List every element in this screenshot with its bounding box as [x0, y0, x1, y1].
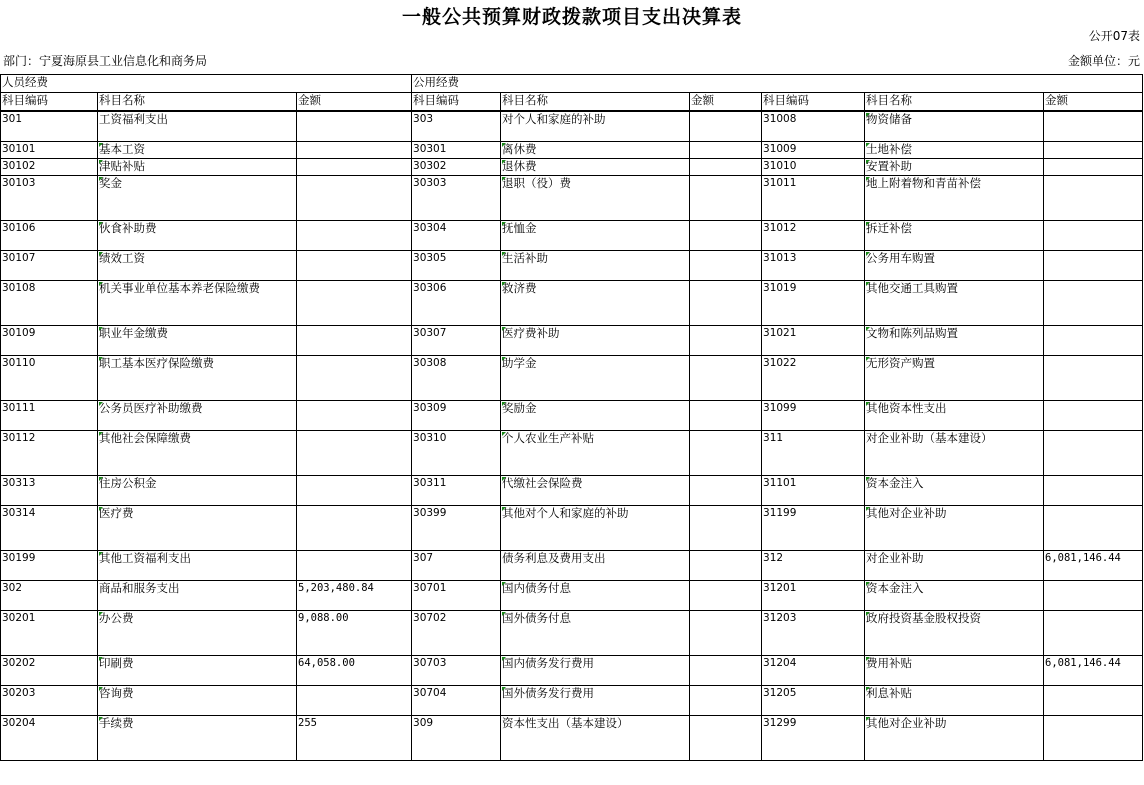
column-header: 科目编码	[412, 93, 501, 112]
subject-code-cell: 30703	[412, 656, 501, 686]
subject-code-cell: 312	[762, 551, 865, 581]
table-row	[1, 111, 1143, 142]
subject-code-cell: 30108	[1, 281, 98, 326]
subject-name-cell: 国外债务发行费用	[501, 686, 690, 716]
subject-name-cell: 其他对个人和家庭的补助	[501, 506, 690, 551]
subject-code-cell: 30309	[412, 401, 501, 431]
subject-code-cell: 30202	[1, 656, 98, 686]
amount-cell	[690, 551, 762, 581]
subject-name-cell: 手续费	[98, 716, 297, 761]
subject-name-cell: 无形资产购置	[865, 356, 1044, 401]
subject-code-cell: 30304	[412, 221, 501, 251]
column-header: 金额	[690, 93, 762, 112]
table-row	[1, 281, 1143, 326]
subject-code-cell: 30106	[1, 221, 98, 251]
subject-code-cell: 30311	[412, 476, 501, 506]
subject-name-cell: 国内债务付息	[501, 581, 690, 611]
subject-code-cell: 31299	[762, 716, 865, 761]
amount-cell	[1044, 476, 1143, 506]
amount-cell	[690, 326, 762, 356]
subject-code-cell: 30307	[412, 326, 501, 356]
amount-cell	[297, 281, 412, 326]
amount-cell: 255	[297, 716, 412, 761]
subject-code-cell: 31022	[762, 356, 865, 401]
subject-code-cell: 31204	[762, 656, 865, 686]
section-personnel: 人员经费	[1, 75, 412, 93]
amount-cell	[1044, 431, 1143, 476]
column-header: 科目名称	[501, 93, 690, 112]
table-row	[1, 581, 1143, 611]
subject-name-cell: 拆迁补偿	[865, 221, 1044, 251]
amount-cell	[297, 356, 412, 401]
subject-code-cell: 31099	[762, 401, 865, 431]
subject-code-cell: 31008	[762, 111, 865, 142]
subject-code-cell: 31012	[762, 221, 865, 251]
subject-name-cell: 对企业补助	[865, 551, 1044, 581]
amount-cell	[1044, 176, 1143, 221]
subject-code-cell: 30109	[1, 326, 98, 356]
amount-cell	[1044, 581, 1143, 611]
subject-code-cell: 30101	[1, 142, 98, 159]
subject-name-cell: 安置补助	[865, 159, 1044, 176]
subject-name-cell: 其他社会保障缴费	[98, 431, 297, 476]
subject-code-cell: 31019	[762, 281, 865, 326]
subject-name-cell: 退职（役）费	[501, 176, 690, 221]
amount-cell	[297, 476, 412, 506]
amount-cell	[1044, 221, 1143, 251]
table-row	[1, 326, 1143, 356]
subject-name-cell: 抚恤金	[501, 221, 690, 251]
subject-name-cell: 住房公积金	[98, 476, 297, 506]
subject-code-cell: 30102	[1, 159, 98, 176]
amount-cell	[297, 251, 412, 281]
section-row	[1, 75, 1143, 93]
amount-cell	[1044, 401, 1143, 431]
amount-cell	[1044, 281, 1143, 326]
amount-cell	[690, 611, 762, 656]
amount-cell	[690, 431, 762, 476]
subject-code-cell: 31011	[762, 176, 865, 221]
subject-code-cell: 31201	[762, 581, 865, 611]
amount-cell	[690, 356, 762, 401]
table-row	[1, 506, 1143, 551]
subject-name-cell: 公务员医疗补助缴费	[98, 401, 297, 431]
amount-cell	[297, 506, 412, 551]
amount-cell	[690, 506, 762, 551]
subject-code-cell: 31010	[762, 159, 865, 176]
subject-name-cell: 文物和陈列品购置	[865, 326, 1044, 356]
column-header: 科目编码	[1, 93, 98, 112]
amount-cell	[297, 142, 412, 159]
subject-name-cell: 伙食补助费	[98, 221, 297, 251]
subject-code-cell: 30305	[412, 251, 501, 281]
subject-name-cell: 咨询费	[98, 686, 297, 716]
subject-code-cell: 30203	[1, 686, 98, 716]
subject-code-cell: 31101	[762, 476, 865, 506]
subject-name-cell: 费用补贴	[865, 656, 1044, 686]
subject-name-cell: 职业年金缴费	[98, 326, 297, 356]
amount-cell	[1044, 506, 1143, 551]
subject-name-cell: 基本工资	[98, 142, 297, 159]
amount-cell	[1044, 142, 1143, 159]
amount-cell	[690, 176, 762, 221]
subject-code-cell: 31205	[762, 686, 865, 716]
subject-code-cell: 31203	[762, 611, 865, 656]
subject-code-cell: 31021	[762, 326, 865, 356]
subject-code-cell: 307	[412, 551, 501, 581]
amount-cell	[297, 431, 412, 476]
amount-cell	[297, 401, 412, 431]
table-row	[1, 476, 1143, 506]
column-header: 科目名称	[98, 93, 297, 112]
subject-name-cell: 奖励金	[501, 401, 690, 431]
subject-name-cell: 其他工资福利支出	[98, 551, 297, 581]
subject-code-cell: 30308	[412, 356, 501, 401]
column-header: 金额	[297, 93, 412, 112]
amount-cell	[297, 111, 412, 142]
table-row	[1, 142, 1143, 159]
subject-name-cell: 利息补贴	[865, 686, 1044, 716]
subject-name-cell: 政府投资基金股权投资	[865, 611, 1044, 656]
amount-cell	[297, 176, 412, 221]
amount-cell	[690, 281, 762, 326]
amount-cell	[1044, 716, 1143, 761]
subject-name-cell: 国外债务付息	[501, 611, 690, 656]
subject-code-cell: 30314	[1, 506, 98, 551]
amount-cell	[297, 686, 412, 716]
subject-name-cell: 资本性支出（基本建设）	[501, 716, 690, 761]
subject-name-cell: 生活补助	[501, 251, 690, 281]
subject-code-cell: 30306	[412, 281, 501, 326]
amount-cell	[690, 111, 762, 142]
amount-cell	[690, 251, 762, 281]
amount-cell	[690, 159, 762, 176]
subject-code-cell: 30302	[412, 159, 501, 176]
subject-code-cell: 309	[412, 716, 501, 761]
subject-code-cell: 31199	[762, 506, 865, 551]
table-row	[1, 656, 1143, 686]
subject-code-cell: 30303	[412, 176, 501, 221]
amount-cell	[690, 656, 762, 686]
table-row	[1, 401, 1143, 431]
subject-name-cell: 职工基本医疗保险缴费	[98, 356, 297, 401]
subject-name-cell: 救济费	[501, 281, 690, 326]
amount-cell	[690, 476, 762, 506]
amount-cell	[1044, 251, 1143, 281]
amount-cell	[1044, 356, 1143, 401]
expenditure-table	[0, 74, 1143, 761]
subject-code-cell: 30107	[1, 251, 98, 281]
subject-name-cell: 印刷费	[98, 656, 297, 686]
subject-name-cell: 代缴社会保险费	[501, 476, 690, 506]
table-row	[1, 176, 1143, 221]
table-row	[1, 611, 1143, 656]
subject-code-cell: 30103	[1, 176, 98, 221]
subject-name-cell: 助学金	[501, 356, 690, 401]
amount-cell	[1044, 686, 1143, 716]
column-header: 科目编码	[762, 93, 865, 112]
subject-name-cell: 其他对企业补助	[865, 506, 1044, 551]
amount-cell	[690, 401, 762, 431]
amount-cell	[297, 326, 412, 356]
subject-name-cell: 土地补偿	[865, 142, 1044, 159]
table-row	[1, 431, 1143, 476]
amount-cell: 6,081,146.44	[1044, 551, 1143, 581]
subject-code-cell: 303	[412, 111, 501, 142]
subject-name-cell: 离休费	[501, 142, 690, 159]
subject-name-cell: 机关事业单位基本养老保险缴费	[98, 281, 297, 326]
table-row	[1, 551, 1143, 581]
subject-name-cell: 个人农业生产补贴	[501, 431, 690, 476]
subject-code-cell: 30704	[412, 686, 501, 716]
form-number: 公开07表	[1088, 29, 1140, 43]
subject-code-cell: 311	[762, 431, 865, 476]
amount-cell: 5,203,480.84	[297, 581, 412, 611]
subject-name-cell: 津贴补贴	[98, 159, 297, 176]
subject-code-cell: 30701	[412, 581, 501, 611]
subject-name-cell: 商品和服务支出	[98, 581, 297, 611]
subject-code-cell: 31013	[762, 251, 865, 281]
amount-cell	[297, 159, 412, 176]
amount-unit-label: 金额单位：元	[1067, 54, 1140, 68]
subject-code-cell: 30110	[1, 356, 98, 401]
subject-code-cell: 30112	[1, 431, 98, 476]
amount-cell	[690, 686, 762, 716]
subject-name-cell: 债务利息及费用支出	[501, 551, 690, 581]
subject-name-cell: 退休费	[501, 159, 690, 176]
amount-cell: 6,081,146.44	[1044, 656, 1143, 686]
subject-name-cell: 对个人和家庭的补助	[501, 111, 690, 142]
amount-cell	[690, 142, 762, 159]
subject-code-cell: 30310	[412, 431, 501, 476]
amount-cell	[690, 221, 762, 251]
subject-name-cell: 国内债务发行费用	[501, 656, 690, 686]
table-row	[1, 356, 1143, 401]
amount-cell	[297, 551, 412, 581]
column-header: 金额	[1044, 93, 1143, 112]
subject-code-cell: 30399	[412, 506, 501, 551]
subject-code-cell: 30111	[1, 401, 98, 431]
table-row	[1, 159, 1143, 176]
subject-name-cell: 资本金注入	[865, 581, 1044, 611]
table-row	[1, 716, 1143, 761]
subject-code-cell: 30201	[1, 611, 98, 656]
subject-name-cell: 其他资本性支出	[865, 401, 1044, 431]
subject-name-cell: 物资储备	[865, 111, 1044, 142]
amount-cell: 9,088.00	[297, 611, 412, 656]
subject-code-cell: 301	[1, 111, 98, 142]
amount-cell	[1044, 111, 1143, 142]
amount-cell	[690, 716, 762, 761]
amount-cell: 64,058.00	[297, 656, 412, 686]
subject-code-cell: 30301	[412, 142, 501, 159]
table-row	[1, 221, 1143, 251]
subject-name-cell: 地上附着物和青苗补偿	[865, 176, 1044, 221]
subject-code-cell: 30702	[412, 611, 501, 656]
subject-name-cell: 奖金	[98, 176, 297, 221]
amount-cell	[1044, 611, 1143, 656]
amount-cell	[297, 221, 412, 251]
header-row	[1, 93, 1143, 112]
subject-name-cell: 其他对企业补助	[865, 716, 1044, 761]
amount-cell	[1044, 159, 1143, 176]
subject-code-cell: 302	[1, 581, 98, 611]
subject-name-cell: 资本金注入	[865, 476, 1044, 506]
column-header: 科目名称	[865, 93, 1044, 112]
department-label: 部门：宁夏海原县工业信息化和商务局	[3, 54, 208, 68]
subject-name-cell: 绩效工资	[98, 251, 297, 281]
subject-code-cell: 31009	[762, 142, 865, 159]
subject-name-cell: 对企业补助（基本建设）	[865, 431, 1044, 476]
table-row	[1, 251, 1143, 281]
subject-code-cell: 30199	[1, 551, 98, 581]
report-title: 一般公共预算财政拨款项目支出决算表	[401, 6, 742, 28]
subject-name-cell: 其他交通工具购置	[865, 281, 1044, 326]
table-row	[1, 686, 1143, 716]
subject-name-cell: 工资福利支出	[98, 111, 297, 142]
amount-cell	[1044, 326, 1143, 356]
subject-name-cell: 办公费	[98, 611, 297, 656]
subject-code-cell: 30204	[1, 716, 98, 761]
amount-cell	[690, 581, 762, 611]
section-public: 公用经费	[412, 75, 1143, 93]
subject-name-cell: 公务用车购置	[865, 251, 1044, 281]
subject-name-cell: 医疗费补助	[501, 326, 690, 356]
subject-code-cell: 30313	[1, 476, 98, 506]
subject-name-cell: 医疗费	[98, 506, 297, 551]
